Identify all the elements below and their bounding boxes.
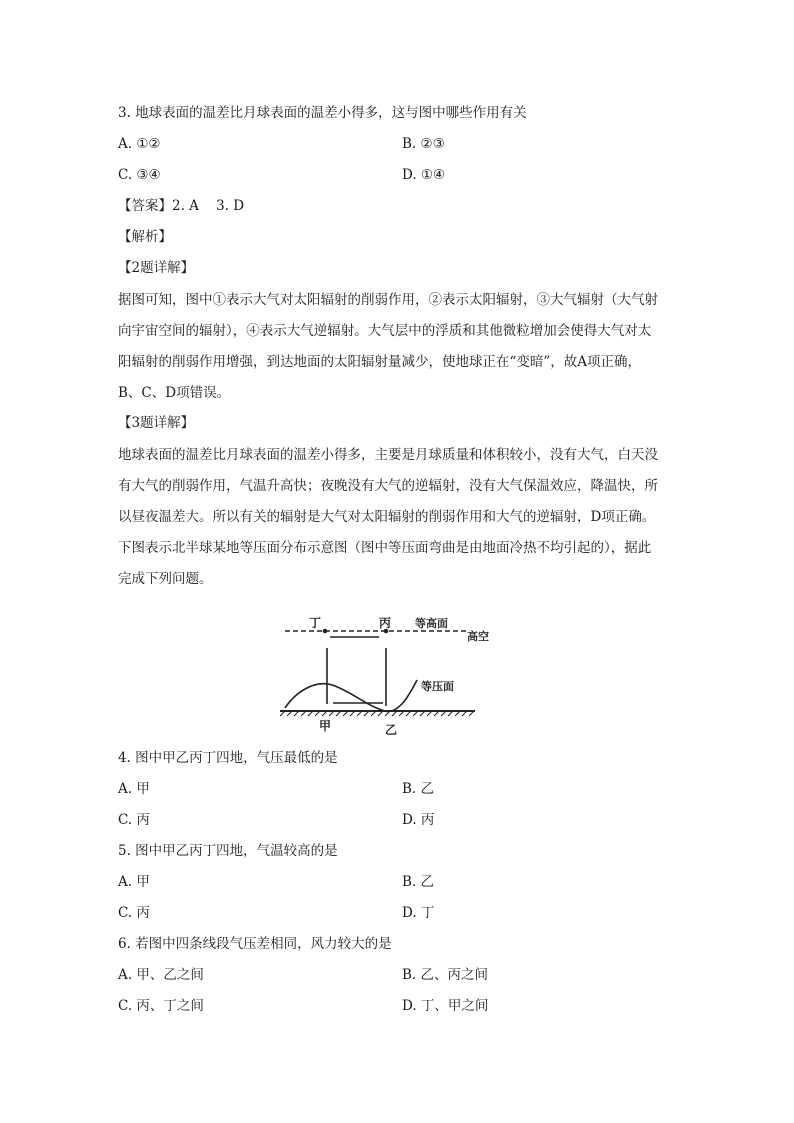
q3-detail-title: 【3题详解】 [118,415,195,431]
q3-option-a: A. ①② [118,136,161,152]
q3-option-b: B. ②③ [402,136,445,152]
q4-stem: 4. 图中甲乙丙丁四地，气压最低的是 [118,750,338,766]
isobaric-surface-curve [285,680,417,711]
isobar-diagram [275,608,495,738]
q3-detail-line: 下图表示北半球某地等压面分布示意图（图中等压面弯曲是由地面冷热不均引起的），据此 [118,540,652,556]
q3-option-d: D. ①④ [402,167,446,183]
q6-stem: 6. 若图中四条线段气压差相同，风力较大的是 [118,936,392,952]
label-bing: 丙 [379,616,392,630]
q6-option-a: A. 甲、乙之间 [118,967,204,983]
q3-option-c: C. ③④ [118,167,161,183]
label-yi: 乙 [385,723,398,737]
q2-detail-line: 向宇宙空间的辐射），④表示大气逆辐射。大气层中的浮质和其他微粒增加会使得大气对太 [118,323,652,339]
q2-detail-line: 阳辐射的削弱作用增强，到达地面的太阳辐射量减少，使地球正在“变暗”，故A项正确， [118,354,642,370]
q3-stem: 3. 地球表面的温差比月球表面的温差小得多，这与图中哪些作用有关 [118,105,527,121]
q4-option-d: D. 丙 [402,812,435,828]
q3-detail-line: 以昼夜温差大。所以有关的辐射是大气对太阳辐射的削弱作用和大气的逆辐射，D项正确。 [118,509,656,525]
q3-detail-line: 有大气的削弱作用，气温升高快；夜晚没有大气的逆辐射，没有大气保温效应，降温快，所 [118,478,658,494]
q6-option-d: D. 丁、甲之间 [402,998,489,1014]
q5-stem: 5. 图中甲乙丙丁四地，气温较高的是 [118,843,338,859]
q5-option-c: C. 丙 [118,905,150,921]
answer-line: 【答案】2. A 3. D [118,198,245,214]
label-isobaric-surface: 等压面 [421,680,454,693]
q2-detail-paragraph [118,285,678,409]
q5-option-a: A. 甲 [118,874,150,890]
label-ding: 丁 [309,616,322,630]
q6-option-c: C. 丙、丁之间 [118,998,204,1014]
point-ding [323,629,328,634]
q2-detail-title: 【2题详解】 [118,260,195,276]
q4-option-a: A. 甲 [118,781,150,797]
q2-detail-line: 据图可知，图中①表示大气对太阳辐射的削弱作用，②表示太阳辐射，③大气辐射（大气射 [118,292,658,308]
q5-option-d: D. 丁 [402,905,435,921]
label-equal-height: 等高面 [415,617,448,630]
q3-detail-line: 地球表面的温差比月球表面的温差小得多，主要是月球质量和体积较小，没有大气，白天没 [118,447,658,463]
q4-option-b: B. 乙 [402,781,435,797]
q3-detail-line: 完成下列问题。 [118,571,213,587]
analysis-title: 【解析】 [118,229,172,245]
q6-option-b: B. 乙、丙之间 [402,967,489,983]
label-jia: 甲 [319,719,332,733]
q5-option-b: B. 乙 [402,874,435,890]
label-high-altitude: 高空 [467,630,489,643]
q2-detail-line: B、C、D项错误。 [118,385,231,401]
q3-detail-paragraph [118,440,678,595]
q4-option-c: C. 丙 [118,812,150,828]
